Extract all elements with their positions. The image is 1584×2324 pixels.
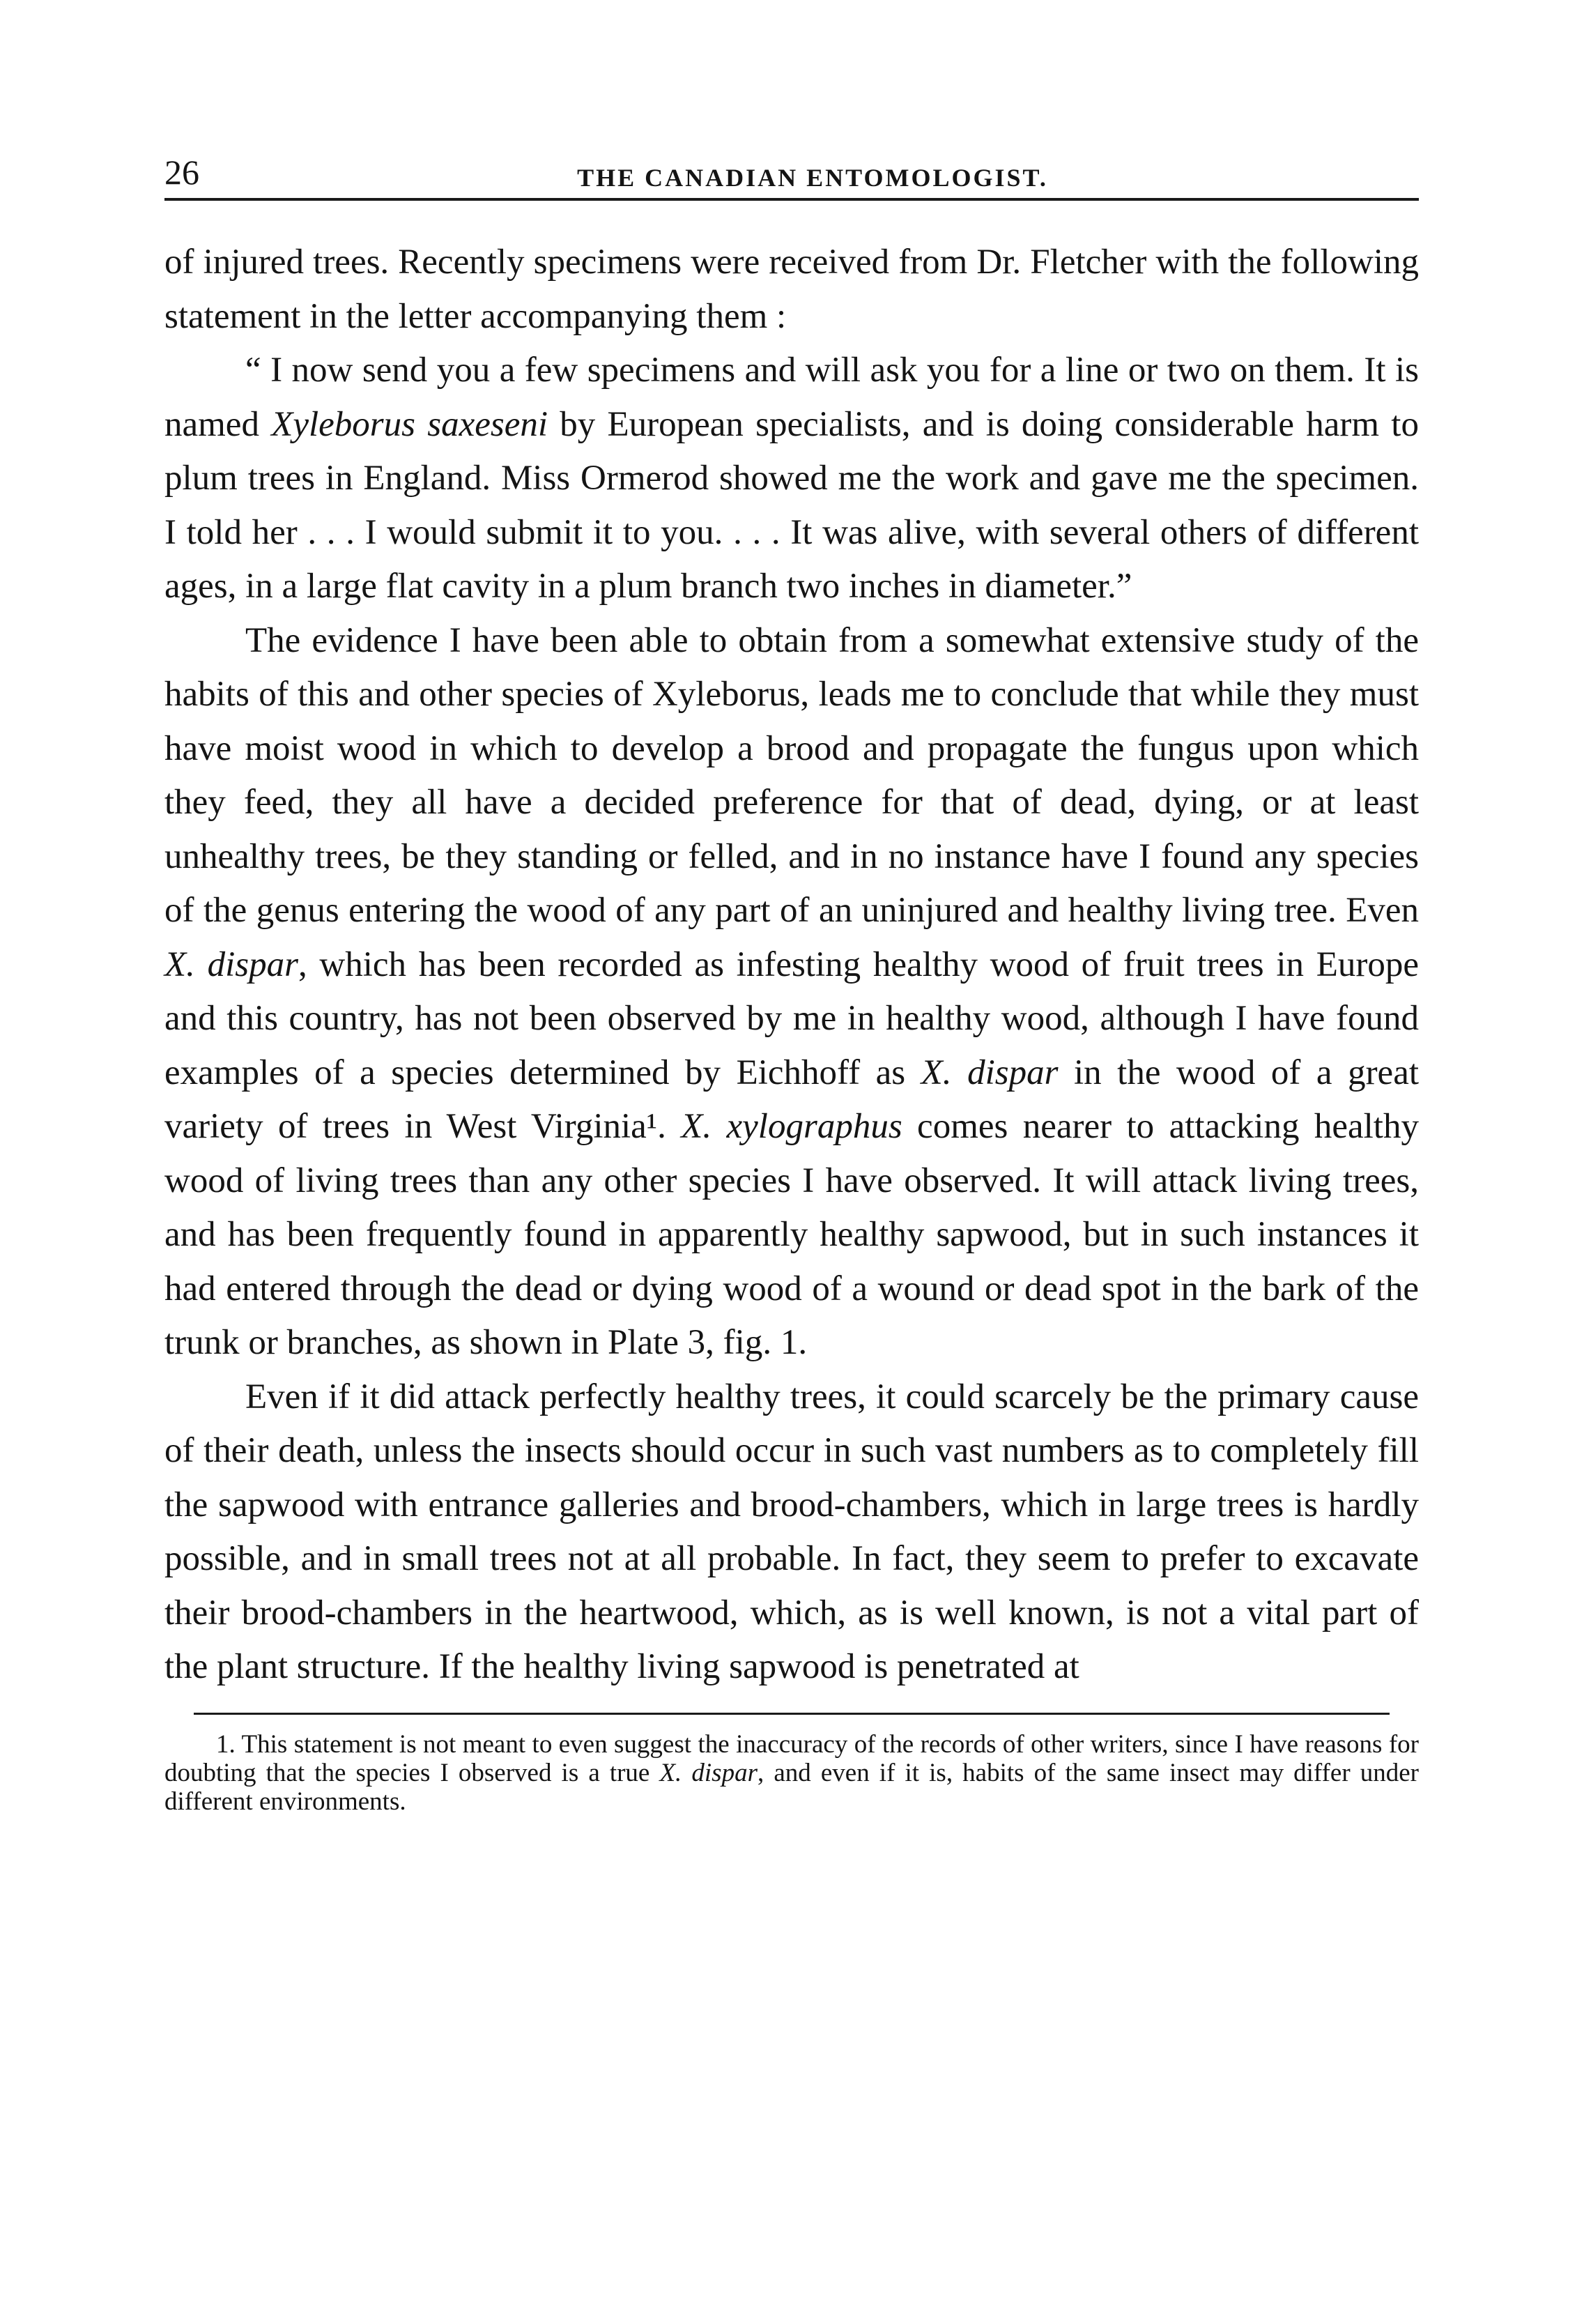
quote-text-start: “ I now send you a few specimens and will ask you for a line or two on them. It is named bbox=[164, 351, 1419, 444]
body-text bbox=[164, 236, 1419, 1695]
species-name: X. dispar bbox=[659, 1758, 758, 1787]
footnote-text-start: 1. This statement is not meant to even suggest the inaccuracy of the records of other writers, since I have reasons for doubting that the species I observed is a true bbox=[164, 1729, 1419, 1787]
evidence-text-2: , which has been recorded as infesting healthy wood of fruit trees in Europe and this country, has not been observed by me in healthy wood, although I have found examples of a species determined by Eichhoff as bbox=[164, 945, 1419, 1092]
evidence-text-1: The evidence I have been able to obtain from a somewhat extensive study of the habits of this and other species of Xyleborus, leads me to conclude that while they must have moist wood in which to develop a brood and propagate the fungus upon which they feed, they all have a decided preference for that of dead, dying, or at least unhealthy trees, be they standing or felled, and in no instance have I found any species of the genus entering the wood of any part of an uninjured and healthy living tree. Even bbox=[164, 620, 1419, 930]
footnote bbox=[164, 1730, 1419, 1816]
paragraph-evidence bbox=[164, 614, 1419, 1370]
paragraph-quoted-letter bbox=[164, 344, 1419, 614]
footnote-text-end: , and even if it is, habits of the same insect may differ under different environments. bbox=[164, 1758, 1419, 1816]
quote-text-end: by European specialists, and is doing considerable harm to plum trees in England. Miss Ormerod showed me the work and gave me the specimen. I told her . . . I would submit it to you. . . . It was alive, with several others of different ages, in a large flat cavity in a plum branch two inches in diameter.” bbox=[164, 404, 1419, 606]
footnote-rule bbox=[194, 1713, 1390, 1715]
page-number: 26 bbox=[164, 153, 199, 192]
evidence-text-4: comes nearer to attacking healthy wood of living trees than any other species I have observed. It will attack living trees, and has been frequently found in apparently healthy sapwood, but in such instances it had entered through the dead or dying wood of a wound or dead spot in the bark of the trunk or branches, as shown in Plate 3, fig. 1. bbox=[164, 1107, 1419, 1362]
species-name: X. dispar bbox=[164, 945, 298, 984]
book-page bbox=[164, 105, 1419, 1842]
header-rule bbox=[164, 198, 1419, 201]
journal-title: THE CANADIAN ENTOMOLOGIST. bbox=[577, 164, 1048, 192]
evidence-text-3: in the wood of a great variety of trees in West Virginia¹. bbox=[164, 1053, 1419, 1146]
species-name: Xyleborus saxeseni bbox=[271, 404, 548, 444]
running-head bbox=[164, 105, 1419, 192]
species-name: X. xylographus bbox=[681, 1107, 902, 1146]
species-name: X. dispar bbox=[921, 1053, 1059, 1092]
paragraph-continued: of injured trees. Recently specimens were received from Dr. Fletcher with the following statement in the letter accompanying them : bbox=[164, 243, 1419, 336]
paragraph-healthy-trees: Even if it did attack perfectly healthy trees, it could scarcely be the primary cause of their death, unless the insects should occur in such vast numbers as to completely fill the sapwood with entrance galleries and brood-chambers, which in large trees is hardly possible, and in small trees not at all probable. In fact, they seem to prefer to excavate their brood-chambers in the heartwood, which, as is well known, is not a vital part of the plant structure. If the healthy living sapwood is penetrated at bbox=[164, 1377, 1419, 1686]
